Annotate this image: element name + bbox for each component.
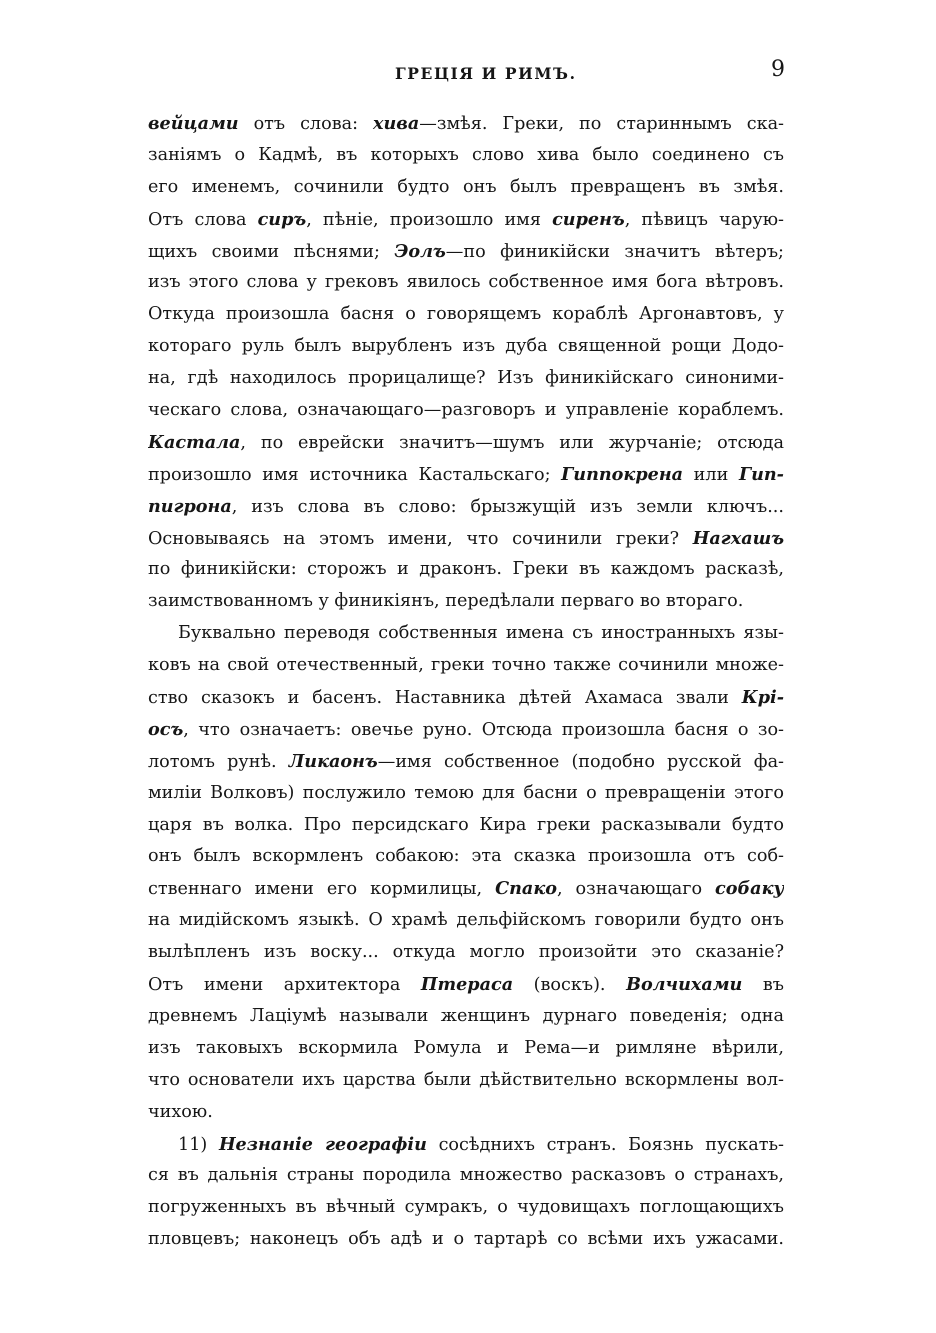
text-line xyxy=(148,427,784,459)
text-segment: ственнаго имени его кормилицы, xyxy=(148,879,496,900)
emphasized-term: Незнаніе географіи xyxy=(218,1133,427,1155)
text-segment: котораго руль былъ вырубленъ изъ дуба священной рощи Додо- xyxy=(148,336,784,357)
text-line xyxy=(148,459,784,491)
text-segment: или xyxy=(683,464,739,485)
emphasized-term: Волчихами xyxy=(626,974,743,996)
text-segment: Отъ имени архитектора xyxy=(148,975,421,996)
text-segment: что основатели ихъ царства были дѣйствительно вскормлены вол- xyxy=(148,1069,784,1090)
text-segment: погруженныхъ въ вѣчный сумракъ, о чудовищахъ поглощающихъ xyxy=(148,1197,784,1218)
text-segment: 11) xyxy=(178,1134,219,1155)
text-line xyxy=(148,267,784,299)
text-line xyxy=(148,969,784,1001)
text-segment: сосѣднихъ странъ. Боязнь пускать- xyxy=(426,1134,784,1155)
page-number: 9 xyxy=(771,57,785,82)
text-segment: Отъ слова xyxy=(148,209,258,230)
emphasized-term: Ликаонъ xyxy=(288,750,378,772)
text-segment: вылѣпленъ изъ воску... откуда могло произойти это сказаніе? xyxy=(148,942,784,963)
text-line xyxy=(148,618,784,650)
text-segment: , пѣвицъ чарую- xyxy=(624,209,784,230)
text-line xyxy=(148,140,784,172)
text-line xyxy=(148,873,784,905)
text-segment: изъ этого слова у грековъ явилось собственное имя бога вѣтровъ. xyxy=(148,272,784,293)
text-segment: лотомъ рунѣ. xyxy=(148,751,289,772)
text-segment: ковъ на свой отечественный, греки точно также сочинили множе- xyxy=(148,655,784,676)
text-line xyxy=(148,714,784,746)
text-line xyxy=(148,1129,784,1161)
text-line xyxy=(148,1160,784,1192)
text-line xyxy=(148,682,784,714)
text-segment: Основываясь на этомъ имени, что сочинили греки? xyxy=(148,528,693,549)
text-segment: чихою. xyxy=(148,1101,213,1122)
text-segment: въ xyxy=(742,975,784,996)
emphasized-term: Эолъ xyxy=(394,240,446,262)
emphasized-term: Птераса xyxy=(420,974,514,996)
text-line xyxy=(148,204,784,236)
text-segment: отъ слова: xyxy=(238,114,374,134)
text-line xyxy=(148,1065,784,1097)
text-line xyxy=(148,937,784,969)
text-line xyxy=(148,523,784,555)
text-line xyxy=(148,905,784,937)
text-line xyxy=(148,1097,784,1129)
text-line xyxy=(148,650,784,682)
text-line xyxy=(148,395,784,427)
text-segment: Откуда произошла басня о говорящемъ кораблѣ Аргонавтовъ, у xyxy=(148,304,784,325)
text-segment: , по еврейски значитъ—шумъ или журчаніе; отсюда xyxy=(240,432,784,453)
text-segment: , пѣніе, произошло имя xyxy=(306,209,553,230)
text-segment: , изъ слова въ слово: брызжущій изъ земли ключъ... xyxy=(231,496,784,517)
text-segment: заніямъ о Кадмѣ, въ которыхъ слово хива было соединено съ xyxy=(148,144,784,165)
emphasized-term: Нагхашъ xyxy=(692,527,784,549)
text-segment: , что означаетъ: овечье руно. Отсюда произошла басня о зо- xyxy=(183,719,784,740)
text-segment: онъ былъ вскормленъ собакою: эта сказка произошла отъ соб- xyxy=(148,846,784,867)
emphasized-term: собаку xyxy=(715,878,784,900)
text-line xyxy=(148,363,784,395)
text-segment: —имя собственное (подобно русской фа- xyxy=(377,751,784,772)
emphasized-term: Гиппокрена xyxy=(561,463,684,485)
text-segment: его именемъ, сочинили будто онъ былъ превращенъ въ змѣя. xyxy=(148,176,784,197)
text-line xyxy=(148,491,784,523)
text-line xyxy=(148,1224,784,1256)
text-segment: ся въ дальнія страны породила множество расказовъ о странахъ, xyxy=(148,1165,784,1186)
text-line xyxy=(148,172,784,204)
text-segment: пловцевъ; наконецъ объ адѣ и о тартарѣ со всѣми ихъ ужасами. xyxy=(148,1229,784,1250)
running-header xyxy=(0,57,936,92)
body-text xyxy=(148,108,784,1256)
text-line xyxy=(148,810,784,842)
running-title: ГРЕЦІЯ И РИМЪ. xyxy=(395,64,577,83)
text-segment: Буквально переводя собственныя имена съ иностранныхъ язы- xyxy=(178,623,784,644)
text-segment: древнемъ Лаціумѣ называли женщинъ дурнаго поведенія; одна xyxy=(148,1005,784,1026)
text-segment: заимствованномъ у финикіянъ, передѣлали перваго во втораго. xyxy=(148,591,744,612)
text-line xyxy=(148,299,784,331)
text-segment: миліи Волковъ) послужило темою для басни о превращеніи этого xyxy=(148,782,784,803)
text-line xyxy=(148,236,784,268)
emphasized-term: Кастала xyxy=(148,431,241,453)
emphasized-term: Спако xyxy=(495,878,557,900)
text-segment: —змѣя. Греки, по стариннымъ ска- xyxy=(419,114,784,134)
emphasized-term: вейцами xyxy=(148,113,239,134)
emphasized-term: сиренъ xyxy=(552,208,625,230)
emphasized-term: сиръ xyxy=(257,208,307,230)
text-line xyxy=(148,778,784,810)
text-line xyxy=(148,108,784,140)
text-line xyxy=(148,746,784,778)
emphasized-term: Гип- xyxy=(738,463,784,485)
text-line xyxy=(148,1001,784,1033)
text-segment: —по финикійски значитъ вѣтеръ; xyxy=(445,241,784,262)
text-segment: произошло имя источника Кастальскаго; xyxy=(148,464,562,485)
text-segment: щихъ своими пѣснями; xyxy=(148,241,395,262)
text-segment: ческаго слова, означающаго—разговоръ и управленіе кораблемъ. xyxy=(148,400,784,421)
text-segment: царя въ волка. Про персидскаго Кира греки расказывали будто xyxy=(148,814,784,835)
text-line xyxy=(148,586,784,618)
emphasized-term: хива xyxy=(373,113,420,134)
emphasized-term: пигрона xyxy=(148,495,232,517)
text-line xyxy=(148,331,784,363)
text-line xyxy=(148,554,784,586)
text-line xyxy=(148,1192,784,1224)
emphasized-term: осъ xyxy=(148,718,184,740)
text-segment: изъ таковыхъ вскормила Ромула и Рема—и римляне вѣрили, xyxy=(148,1037,784,1058)
text-segment: ство сказокъ и басенъ. Наставника дѣтей Ахамаса звали xyxy=(148,688,742,709)
text-segment: на, гдѣ находилось прорицалище? Изъ финикійскаго синоними- xyxy=(148,368,784,389)
text-line xyxy=(148,1033,784,1065)
text-segment: по финикійски: сторожъ и драконъ. Греки въ каждомъ расказѣ, xyxy=(148,559,784,580)
text-segment: на мидійскомъ языкѣ. О храмѣ дельфійскомъ говорили будто онъ xyxy=(148,910,784,931)
emphasized-term: Крі- xyxy=(741,687,784,709)
text-segment: (воскъ). xyxy=(513,975,627,996)
text-segment: , означающаго xyxy=(556,879,716,900)
text-line xyxy=(148,841,784,873)
